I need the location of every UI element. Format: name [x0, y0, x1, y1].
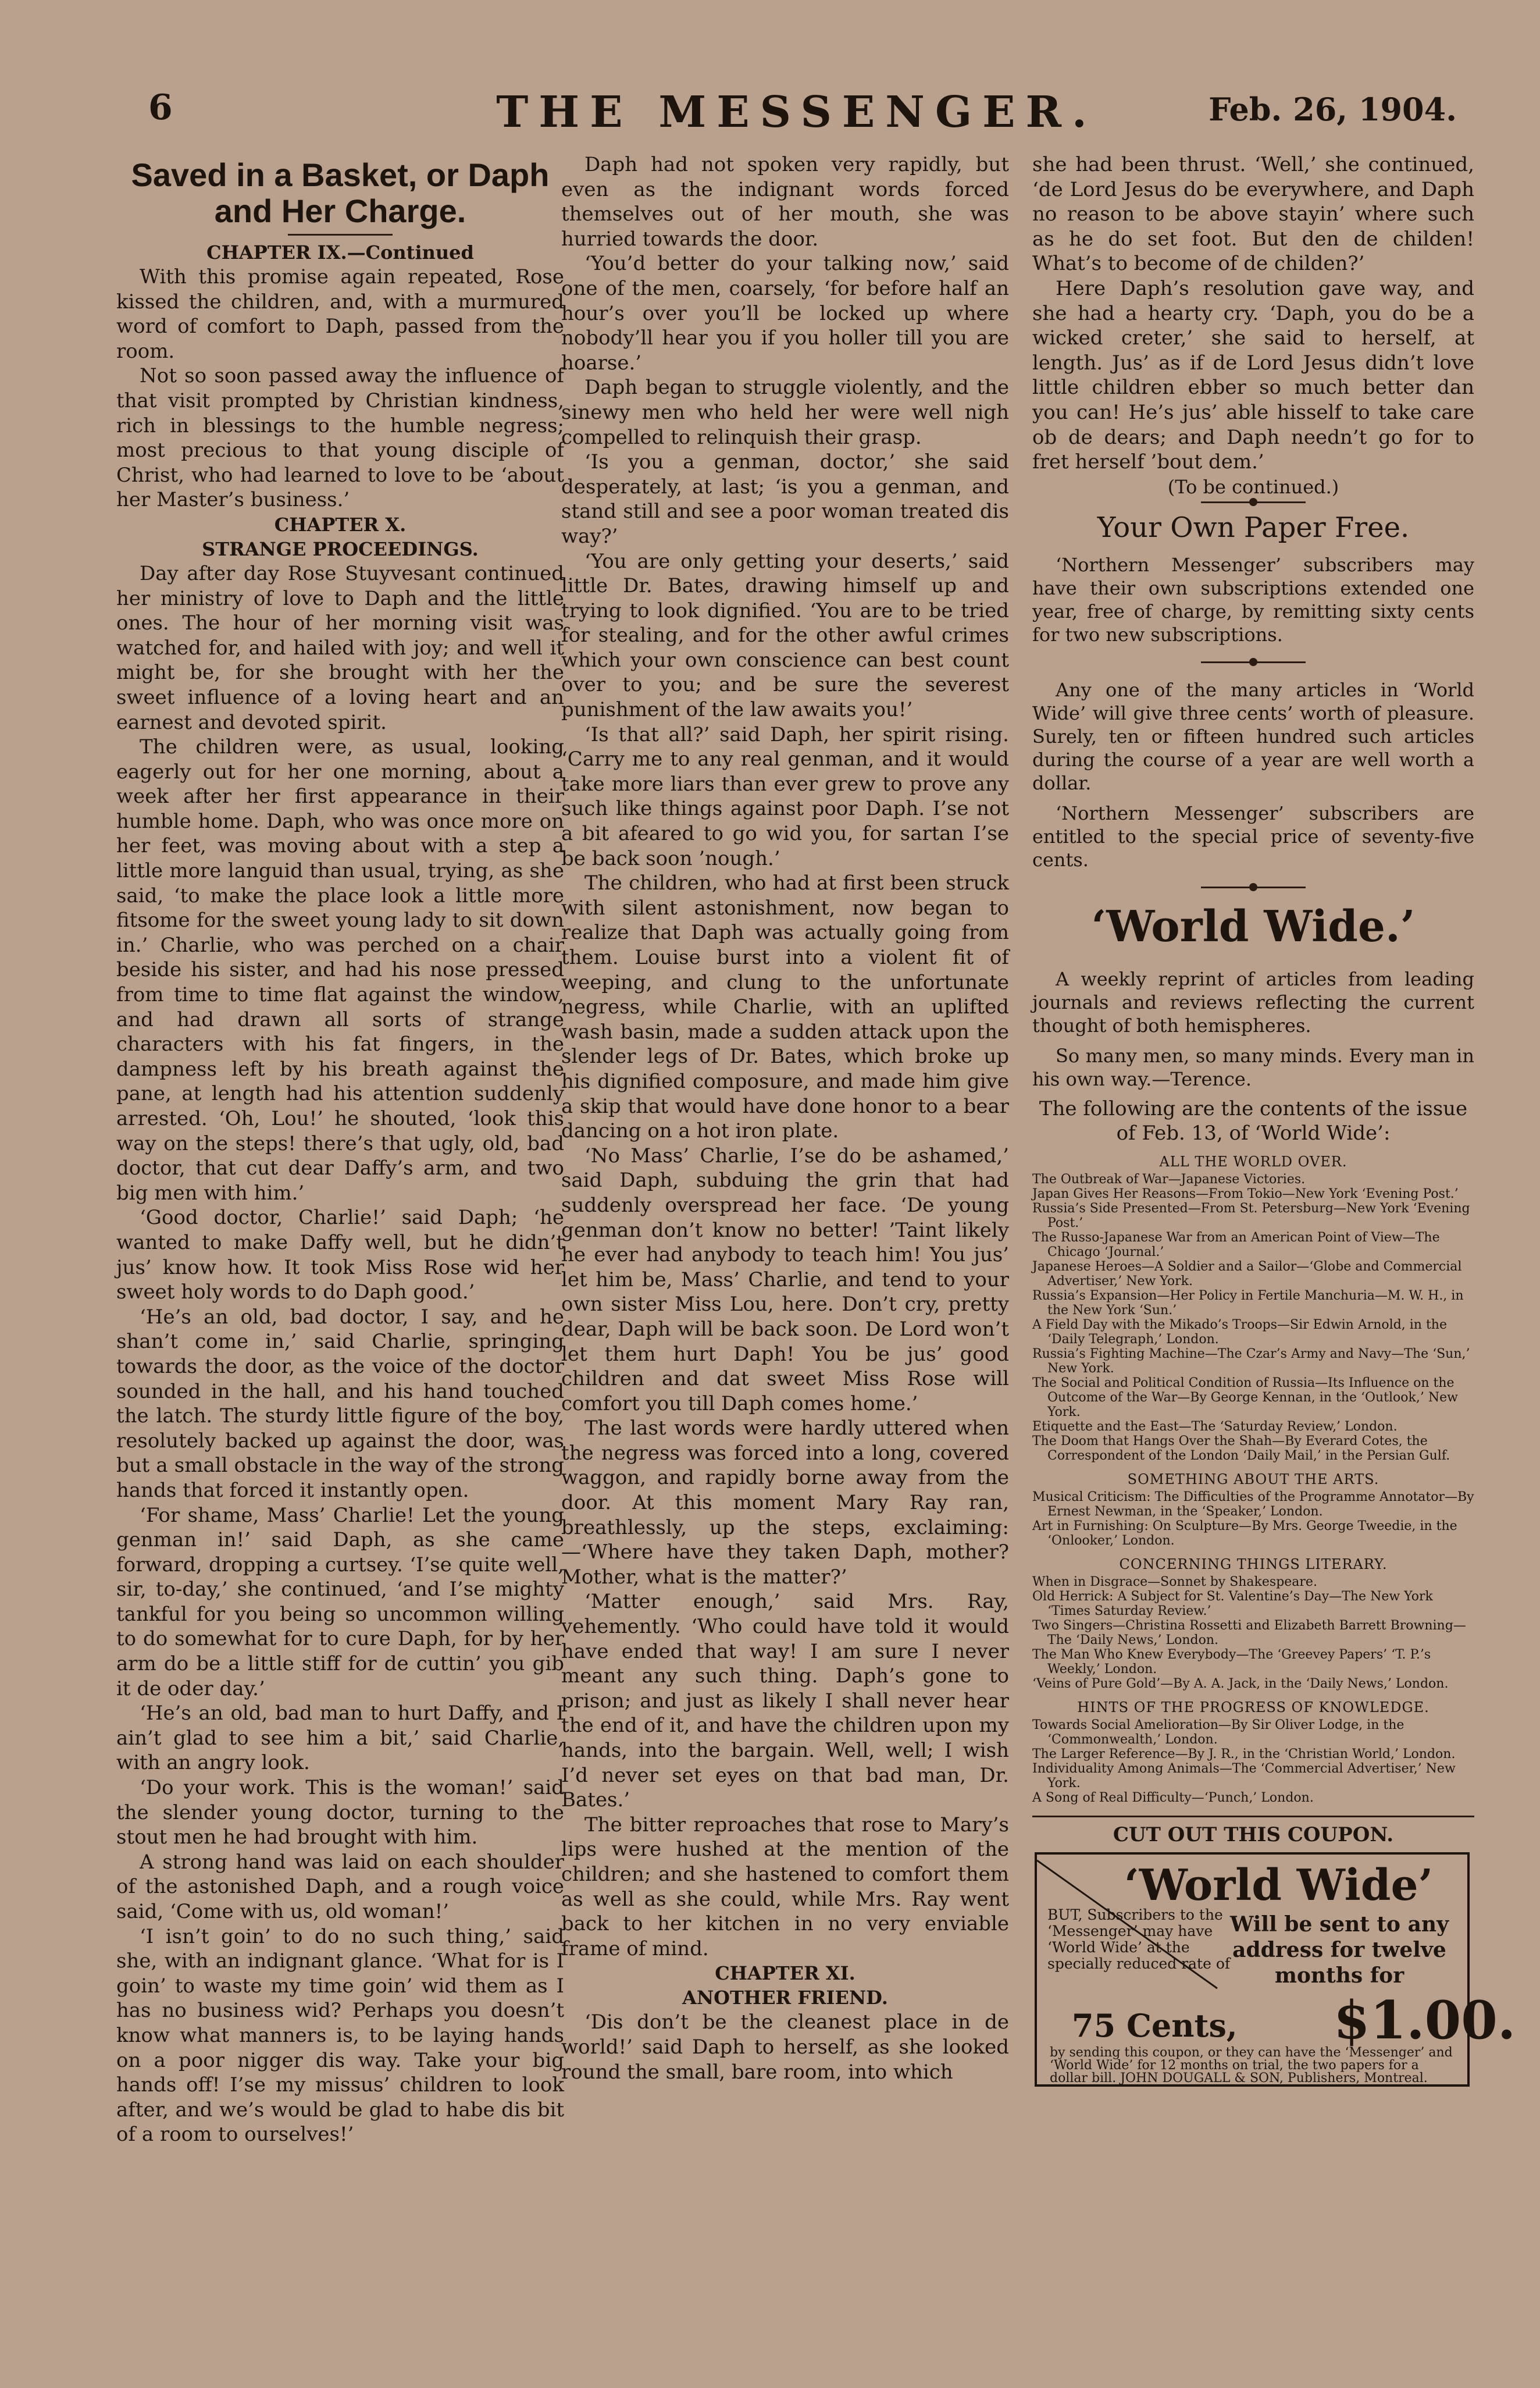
paragraph: ‘No Mass’ Charlie, I’se do be ashamed,’ said Daph, subduing the grin that had suddenly overspread her face. ‘De young genman don’t know no better! ’Taint likely he ever had anybody to teach him! You jus’ let him be, Mass’ Charlie, and tend to your own sister Miss Lou, here. Don’t cry, pretty dear, Daph will be back soon. De Lord won’t let them hurt Daph! You be jus’ good children and dat sweet Miss Rose will comfort you till Daph comes home.’	[561, 1144, 1009, 1415]
list-item: The Man Who Knew Everybody—The ‘Greevey Papers’ ‘T. P.’s Weekly,’ London.	[1032, 1647, 1431, 1677]
world-wide-motto: So many men, so many minds. Every man in his own way.—Terence.	[1032, 1044, 1474, 1090]
list-item: The Social and Political Condition of Russia—Its Influence on the Outcome of the War—By George Kennan, in the ‘Outlook,’ New York.	[1032, 1375, 1458, 1419]
section-heading: ALL THE WORLD OVER.	[1159, 1153, 1348, 1170]
paragraph: ‘Is you a genman, doctor,’ she said desperately, at last; ‘is you a genman, and stand still and see a poor woman treated dis way?’	[561, 450, 1009, 548]
paper-free-title: Your Own Paper Free.	[1097, 511, 1410, 544]
list-item: When in Disgrace—Sonnet by Shakespeare.	[1032, 1574, 1317, 1589]
list-item: The Russo-Japanese War from an American Point of View—The Chicago ‘Journal.’	[1032, 1230, 1440, 1259]
section-heading: SOMETHING ABOUT THE ARTS.	[1127, 1471, 1379, 1487]
paragraph: The children, who had at first been struck with silent astonishment, now began to realize that Daph was actually going from them. Louise burst into a violent fit of weeping, and clung to the unfortunate negress, while Charlie, with an uplifted wash basin, made a sudden attack upon the slender legs of Dr. Bates, which broke up his dignified composure, and made him give a skip that would have done honor to a bear dancing on a hot iron plate.	[561, 871, 1009, 1143]
list-item: Individuality Among Animals—The ‘Commercial Advertiser,’ New York.	[1032, 1761, 1456, 1791]
contents-list	[1032, 1172, 1474, 1463]
issue-date: Feb. 26, 1904.	[1209, 91, 1457, 128]
section-heading: CONCERNING THINGS LITERARY.	[1119, 1556, 1388, 1572]
list-item: Etiquette and the East—The ‘Saturday Review,’ London.	[1032, 1419, 1398, 1434]
list-item: Towards Social Amelioration—By Sir Oliver Lodge, in the ‘Commonwealth,’ London.	[1032, 1717, 1404, 1747]
paragraph: Daph began to struggle violently, and the sinewy men who held her were well nigh compelled to relinquish their grasp.	[561, 376, 1009, 449]
masthead	[137, 87, 1457, 151]
paragraph: Here Daph’s resolution gave way, and she had a hearty cry. ‘Daph, you do be a wicked creter,’ she said to herself, at length. Jus’ as if de Lord Jesus didn’t love little children ebber so much better dan you can! He’s jus’ able hisself to take care ob de dears; and Daph needn’t go for to fret herself ’bout dem.’	[1032, 276, 1474, 474]
list-item: The Outbreak of War—Japanese Victories.	[1032, 1172, 1306, 1187]
paragraph: ‘Is that all?’ said Daph, her spirit rising. ‘Carry me to any real genman, and it would take more liars than ever grew to prove any such like things against poor Daph. I’se not a bit afeared to go wid you, for sartan I’se be back soon ’nough.’	[561, 723, 1009, 870]
subscription-coupon[interactable]	[1035, 1852, 1516, 2087]
paragraph: ‘I isn’t goin’ to do no such thing,’ said she, with an indignant glance. ‘What for is I goin’ to waste my time goin’ wid them as I has no business wid? Perhaps you doesn’t know what manners is, to be laying hands on a poor nigger dis way. Take your big hands off! I’se my missus’ children to look after, and we’s would be glad to habe dis bit of a room to ourselves!’	[116, 1924, 564, 2147]
world-wide-description: A weekly reprint of articles from leading journals and reviews reflecting the current thought of both hemispheres.	[1032, 967, 1474, 1037]
coupon-price: $1.00.	[1334, 1989, 1516, 2051]
list-item: Old Herrick: A Subject for St. Valentine’s Day—The New York ‘Times Saturday Review.’	[1032, 1589, 1433, 1618]
paragraph: Daph had not spoken very rapidly, but even as the indignant words forced themselves out of her mouth, she was hurried towards the door.	[561, 153, 1009, 251]
contents-list	[1032, 1575, 1474, 1691]
coupon-title: ‘World Wide’	[1124, 1860, 1434, 1910]
contents-list	[1032, 1490, 1474, 1548]
coupon-special-price: 75 Cents,	[1072, 2006, 1238, 2044]
list-item: ‘Veins of Pure Gold’—By A. A. Jack, in the ‘Daily News,’ London.	[1032, 1676, 1449, 1691]
contents-intro: The following are the contents of the issue of Feb. 13, of ‘World Wide’:	[1039, 1097, 1468, 1145]
list-item: Art in Furnishing: On Sculpture—By Mrs. George Tweedie, in the ‘Onlooker,’ London.	[1032, 1518, 1457, 1548]
chapter-x-heading: CHAPTER X.	[274, 513, 407, 536]
list-item: Japanese Heroes—A Soldier and a Sailor—‘Globe and Commercial Advertiser,’ New York.	[1032, 1259, 1462, 1289]
list-item: Japan Gives Her Reasons—From Tokio—New York ‘Evening Post.’	[1032, 1186, 1459, 1201]
paragraph: Day after day Rose Stuyvesant continued her ministry of love to Daph and the little ones. The hour of her morning visit was watched for, and hailed with joy; and well it might be, for she brought with her the sweet influence of a loving heart and an earnest and devoted spirit.	[116, 561, 564, 734]
divider-ornament	[1201, 661, 1306, 663]
list-item: Russia’s Expansion—Her Policy in Fertile Manchuria—M. W. H., in the New York ‘Sun.’	[1032, 1288, 1464, 1318]
paragraph: The last words were hardly uttered when the negress was forced into a long, covered waggon, and rapidly borne away from the door. At this moment Mary Ray ran, breathlessly, up the steps, exclaiming:—‘Where have they taken Daph, mother? Mother, what is the matter?’	[561, 1417, 1009, 1589]
list-item: Musical Criticism: The Difficulties of the Programme Annotator—By Ernest Newman, in the ‘Speaker,’ London.	[1032, 1489, 1474, 1519]
to-be-continued: (To be continued.)	[1167, 475, 1339, 498]
paragraph: A strong hand was laid on each shoulder of the astonished Daph, and a rough voice said, ‘Come with us, old woman!’	[116, 1850, 564, 1923]
list-item: A Song of Real Difficulty—‘Punch,’ London.	[1032, 1790, 1314, 1805]
world-wide-promo-2: ‘Northern Messenger’ subscribers are entitled to the special price of seventy-five cents.	[1032, 802, 1474, 871]
paper-free-body: ‘Northern Messenger’ subscribers may have their own subscriptions extended one year, free of charge, by remitting sixty cents for two new subscriptions.	[1032, 553, 1474, 646]
paragraph: The children were, as usual, looking eagerly out for her one morning, about a week after her first appearance in their humble home. Daph, who was once more on her feet, was moving about with a step a little more languid than usual, trying, as she said, ‘to make the place look a little more fitsome for the sweet young lady to sit down in.’ Charlie, who was perched on a chair beside his sister, and had his nose pressed from time to time flat against the window, and had drawn all sorts of strange characters with his fat fingers, in the dampness left by his breath against the pane, at length had his attention suddenly arrested. ‘Oh, Lou!’ he shouted, ‘look this way on the steps! there’s that ugly, old, bad doctor, that cut dear Daffy’s arm, and two big men with him.’	[116, 735, 564, 1205]
paragraph: With this promise again repeated, Rose kissed the children, and, with a murmured word of comfort to Daph, passed from the room.	[116, 265, 564, 363]
chapter-x-subtitle: STRANGE PROCEEDINGS.	[202, 538, 479, 560]
coupon-footer: by sending this coupon, or they can have the ‘Messenger’ and ‘World Wide’ for 12 months on trial, the two papers for a dollar bill. JOHN DOUGALL & SON, Publishers, Montreal.	[1050, 2045, 1453, 2086]
list-item: Russia’s Fighting Machine—The Czar’s Army and Navy—The ‘Sun,’ New York.	[1032, 1346, 1470, 1376]
paragraph: ‘You are only getting your deserts,’ said little Dr. Bates, drawing himself up and trying to look dignified. ‘You are to be tried for stealing, and for the other awful crimes which your own conscience can best count over to you; and be sure the severest punishment of the law awaits you!’	[561, 549, 1009, 722]
paragraph: ‘He’s an old, bad man to hurt Daffy, and I ain’t glad to see him a bit,’ said Charlie, with an angry look.	[116, 1702, 564, 1775]
title-rule	[288, 234, 393, 236]
coupon-offer: Will be sent to any address for twelve months for	[1229, 1912, 1449, 1988]
paragraph: ‘Good doctor, Charlie!’ said Daph; ‘he wanted to make Daffy well, but he didn’t jus’ know how. It took Miss Rose wid her sweet holy words to do Daph good.’	[116, 1206, 564, 1304]
list-item: The Doom that Hangs Over the Shah—By Everard Cotes, the Correspondent of the London ‘Daily Mail,’ in the Persian Gulf.	[1032, 1433, 1450, 1463]
paragraph: she had been thrust. ‘Well,’ she continued, ‘de Lord Jesus do be everywhere, and Daph no reason to be above stayin’ where such as he do set foot. But den de childen! What’s to become of de childen?’	[1032, 153, 1474, 276]
list-item: The Larger Reference—By J. R., in the ‘Christian World,’ London.	[1032, 1746, 1456, 1761]
chapter-xi-subtitle: ANOTHER FRIEND.	[682, 1987, 888, 2009]
divider-ornament	[1201, 501, 1306, 503]
coupon-header: CUT OUT THIS COUPON.	[1032, 1816, 1474, 1846]
world-wide-title: ‘World Wide.’	[1091, 901, 1416, 952]
chapter-xi-heading: CHAPTER XI.	[715, 1962, 855, 1985]
divider-ornament	[1201, 887, 1306, 888]
column-1	[116, 152, 564, 2147]
paragraph: ‘He’s an old, bad doctor, I say, and he shan’t come in,’ said Charlie, springing towards the door, as the voice of the doctor sounded in the hall, and his hand touched the latch. The sturdy little figure of the boy, resolutely backed up against the door, was but a small obstacle in the way of the strong hands that forced it instantly open.	[116, 1305, 564, 1502]
paragraph: Not so soon passed away the influence of that visit prompted by Christian kindness, rich in blessings to the humble negress; most precious to that young disciple of Christ, who had learned to love to be ‘about her Master’s business.’	[116, 364, 564, 512]
paragraph: ‘Do your work. This is the woman!’ said the slender young doctor, turning to the stout men he had brought with him.	[116, 1776, 564, 1849]
paragraph: ‘For shame, Mass’ Charlie! Let the young genman in!’ said Daph, as she came forward, dropping a curtsey. ‘I’se quite well, sir, to-day,’ she continued, ‘and I’se mighty tankful for you being so uncommon willing to do somewhat for to cure Daph, for by her arm do be a little stiff for de cuttin’ you gib it de oder day.’	[116, 1503, 564, 1700]
list-item: Two Singers—Christina Rossetti and Elizabeth Barrett Browning—The ‘Daily News,’ London.	[1032, 1618, 1466, 1647]
coupon-subscriber-offer: BUT, Subscribers to the ‘Messenger’ may have ‘World Wide’ at the specially reduced rate of	[1047, 1906, 1231, 1972]
section-heading: HINTS OF THE PROGRESS OF KNOWLEDGE.	[1077, 1699, 1430, 1716]
list-item: A Field Day with the Mikado’s Troops—Sir Edwin Arnold, in the ‘Daily Telegraph,’ London.	[1032, 1317, 1447, 1347]
paragraph: ‘You’d better do your talking now,’ said one of the men, coarsely, ‘for before half an hour’s over you’ll be locked up where nobody’ll hear you if you holler till you are hoarse.’	[561, 252, 1009, 375]
paper-name: THE MESSENGER.	[496, 87, 1097, 137]
story-title: Saved in a Basket, or Daph and Her Charge.	[131, 156, 550, 229]
paragraph: ‘Matter enough,’ said Mrs. Ray, vehemently. ‘Who could have told it would have ended that way! I am sure I never meant any such thing. Daph’s gone to prison; and just as likely I shall never hear the end of it, and have the children upon my hands, into the bargain. Well, well; I wish I’d never set eyes on that bad man, Dr. Bates.’	[561, 1590, 1009, 1812]
column-3	[1032, 152, 1516, 2087]
page-number: 6	[148, 87, 173, 128]
paragraph: The bitter reproaches that rose to Mary’s lips were hushed at the mention of the children; and she hastened to comfort them as well as she could, while Mrs. Ray went back to her kitchen in no very enviable frame of mind.	[561, 1813, 1009, 1960]
contents-list	[1032, 1718, 1474, 1805]
column-2	[561, 152, 1009, 2084]
list-item: Russia’s Side Presented—From St. Petersburg—New York ‘Evening Post.’	[1032, 1201, 1470, 1230]
chapter-ix-heading: CHAPTER IX.—Continued	[206, 241, 474, 264]
paragraph: ‘Dis don’t be the cleanest place in de world!’ said Daph to herself, as she looked round the small, bare room, into which	[561, 2010, 1009, 2084]
world-wide-promo-1: Any one of the many articles in ‘World Wide’ will give three cents’ worth of pleasure. Surely, ten or fifteen hundred such articles during the course of a year are well worth a dollar.	[1032, 678, 1474, 794]
